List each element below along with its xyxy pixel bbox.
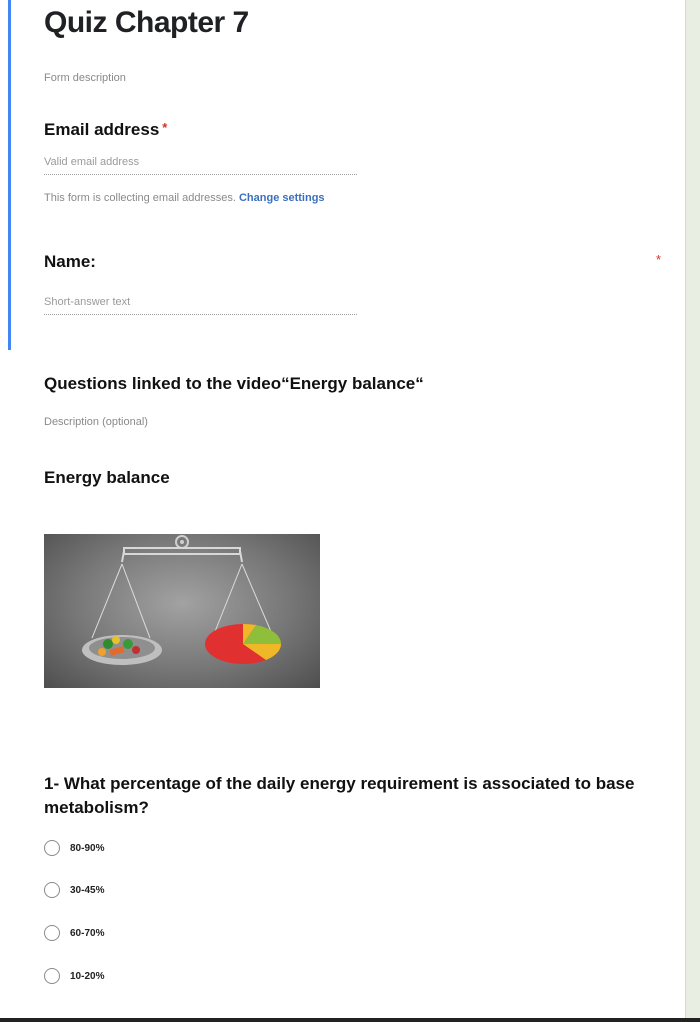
email-collection-text: This form is collecting email addresses.: [44, 192, 236, 204]
name-question-title[interactable]: Name:: [44, 252, 96, 271]
option-label: 30-45%: [70, 884, 105, 896]
change-settings-link[interactable]: Change settings: [238, 192, 325, 204]
option-2[interactable]: [44, 882, 104, 898]
section-description[interactable]: Description (optional): [44, 416, 148, 428]
option-1[interactable]: [44, 840, 104, 856]
energy-balance-image: [44, 534, 320, 688]
email-field[interactable]: Valid email address: [44, 156, 357, 175]
form-title[interactable]: Quiz Chapter 7: [44, 6, 249, 39]
radio-button[interactable]: [44, 840, 60, 856]
option-3[interactable]: [44, 925, 104, 941]
email-question-label: Email address: [44, 120, 160, 139]
name-required-asterisk: *: [656, 252, 662, 267]
image-item-title[interactable]: Energy balance: [44, 468, 170, 487]
form-description[interactable]: Form description: [44, 72, 126, 84]
email-question-title: [44, 120, 167, 140]
required-asterisk: *: [162, 120, 168, 135]
name-short-answer-field[interactable]: Short-answer text: [44, 296, 357, 315]
balance-scale-illustration: [44, 534, 320, 688]
email-collection-note: [44, 192, 325, 204]
bottom-divider: [0, 1018, 700, 1022]
section-title[interactable]: Questions linked to the video“Energy balance“: [44, 374, 424, 393]
radio-button[interactable]: [44, 925, 60, 941]
option-label: 80-90%: [70, 842, 105, 854]
radio-button[interactable]: [44, 882, 60, 898]
option-label: 60-70%: [70, 927, 105, 939]
active-section-indicator: [8, 0, 11, 350]
option-label: 10-20%: [70, 970, 105, 982]
question-1-title[interactable]: 1- What percentage of the daily energy requirement is associated to base metabolism?: [44, 774, 635, 817]
radio-button[interactable]: [44, 968, 60, 984]
option-4[interactable]: [44, 968, 104, 984]
